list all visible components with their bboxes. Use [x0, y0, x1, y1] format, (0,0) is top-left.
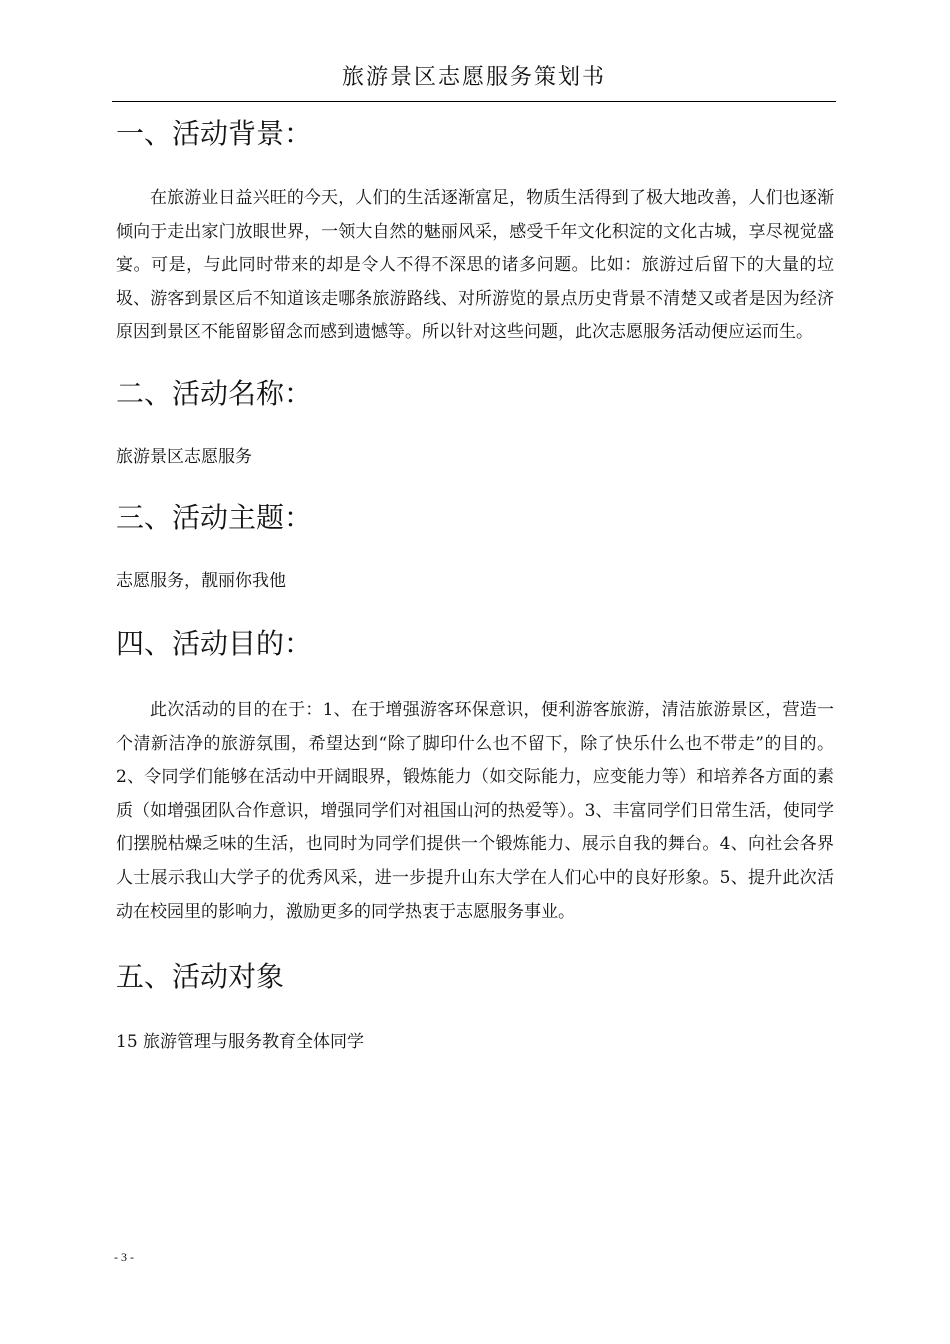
section-heading-background: 一、活动背景：	[116, 117, 313, 150]
section-body-background: 在旅游业日益兴旺的今天，人们的生活逐渐富足，物质生活得到了极大地改善，人们也逐渐倾向于走出家门放眼世界，一领大自然的魅丽风采，感受千年文化积淀的文化古城，享尽视觉盛宴。可是，与此同时带来的却是令人不得不深思的诸多问题。比如：旅游过后留下的大量的垃圾、游客到景区后不知道该走哪条旅游路线、对所游览的景点历史背景不清楚又或者是因为经济原因到景区不能留影留念而感到遗憾等。所以针对这些问题，此次志愿服务活动便应运而生。	[116, 188, 834, 343]
running-header-title: 旅游景区志愿服务策划书	[341, 65, 606, 90]
section-heading-purpose: 四、活动目的：	[116, 626, 313, 660]
section-heading-audience: 五、活动对象	[116, 960, 285, 994]
section-body-audience: 15 旅游管理与服务教育全体同学	[116, 1032, 365, 1053]
section-heading-theme: 三、活动主题：	[116, 500, 313, 534]
header-rule	[112, 101, 836, 102]
section-heading-name: 二、活动名称：	[116, 376, 313, 410]
document-body	[116, 110, 834, 1057]
page-number: - 3 -	[114, 1250, 134, 1264]
section-body-theme: 志愿服务，靓丽你我他	[116, 570, 286, 591]
section-body-name: 旅游景区志愿服务	[116, 446, 252, 467]
section-body-purpose: 此次活动的目的在于：1、在于增强游客环保意识，便利游客旅游，清洁旅游景区，营造一个清新洁净的旅游氛围，希望达到“除了脚印什么也不留下，除了快乐什么也不带走”的目的。2、令同学们能够在活动中开阔眼界，锻炼能力（如交际能力，应变能力等）和培养各方面的素质（如增强团队合作意识，增强同学们对祖国山河的热爱等）。3、丰富同学们日常生活，使同学们摆脱枯燥乏味的生活，也同时为同学们提供一个锻炼能力、展示自我的舞台。4、向社会各界人士展示我山大学子的优秀风采，进一步提升山东大学在人们心中的良好形象。5、提升此次活动在校园里的影响力，激励更多的同学热衷于志愿服务事业。	[116, 699, 834, 922]
